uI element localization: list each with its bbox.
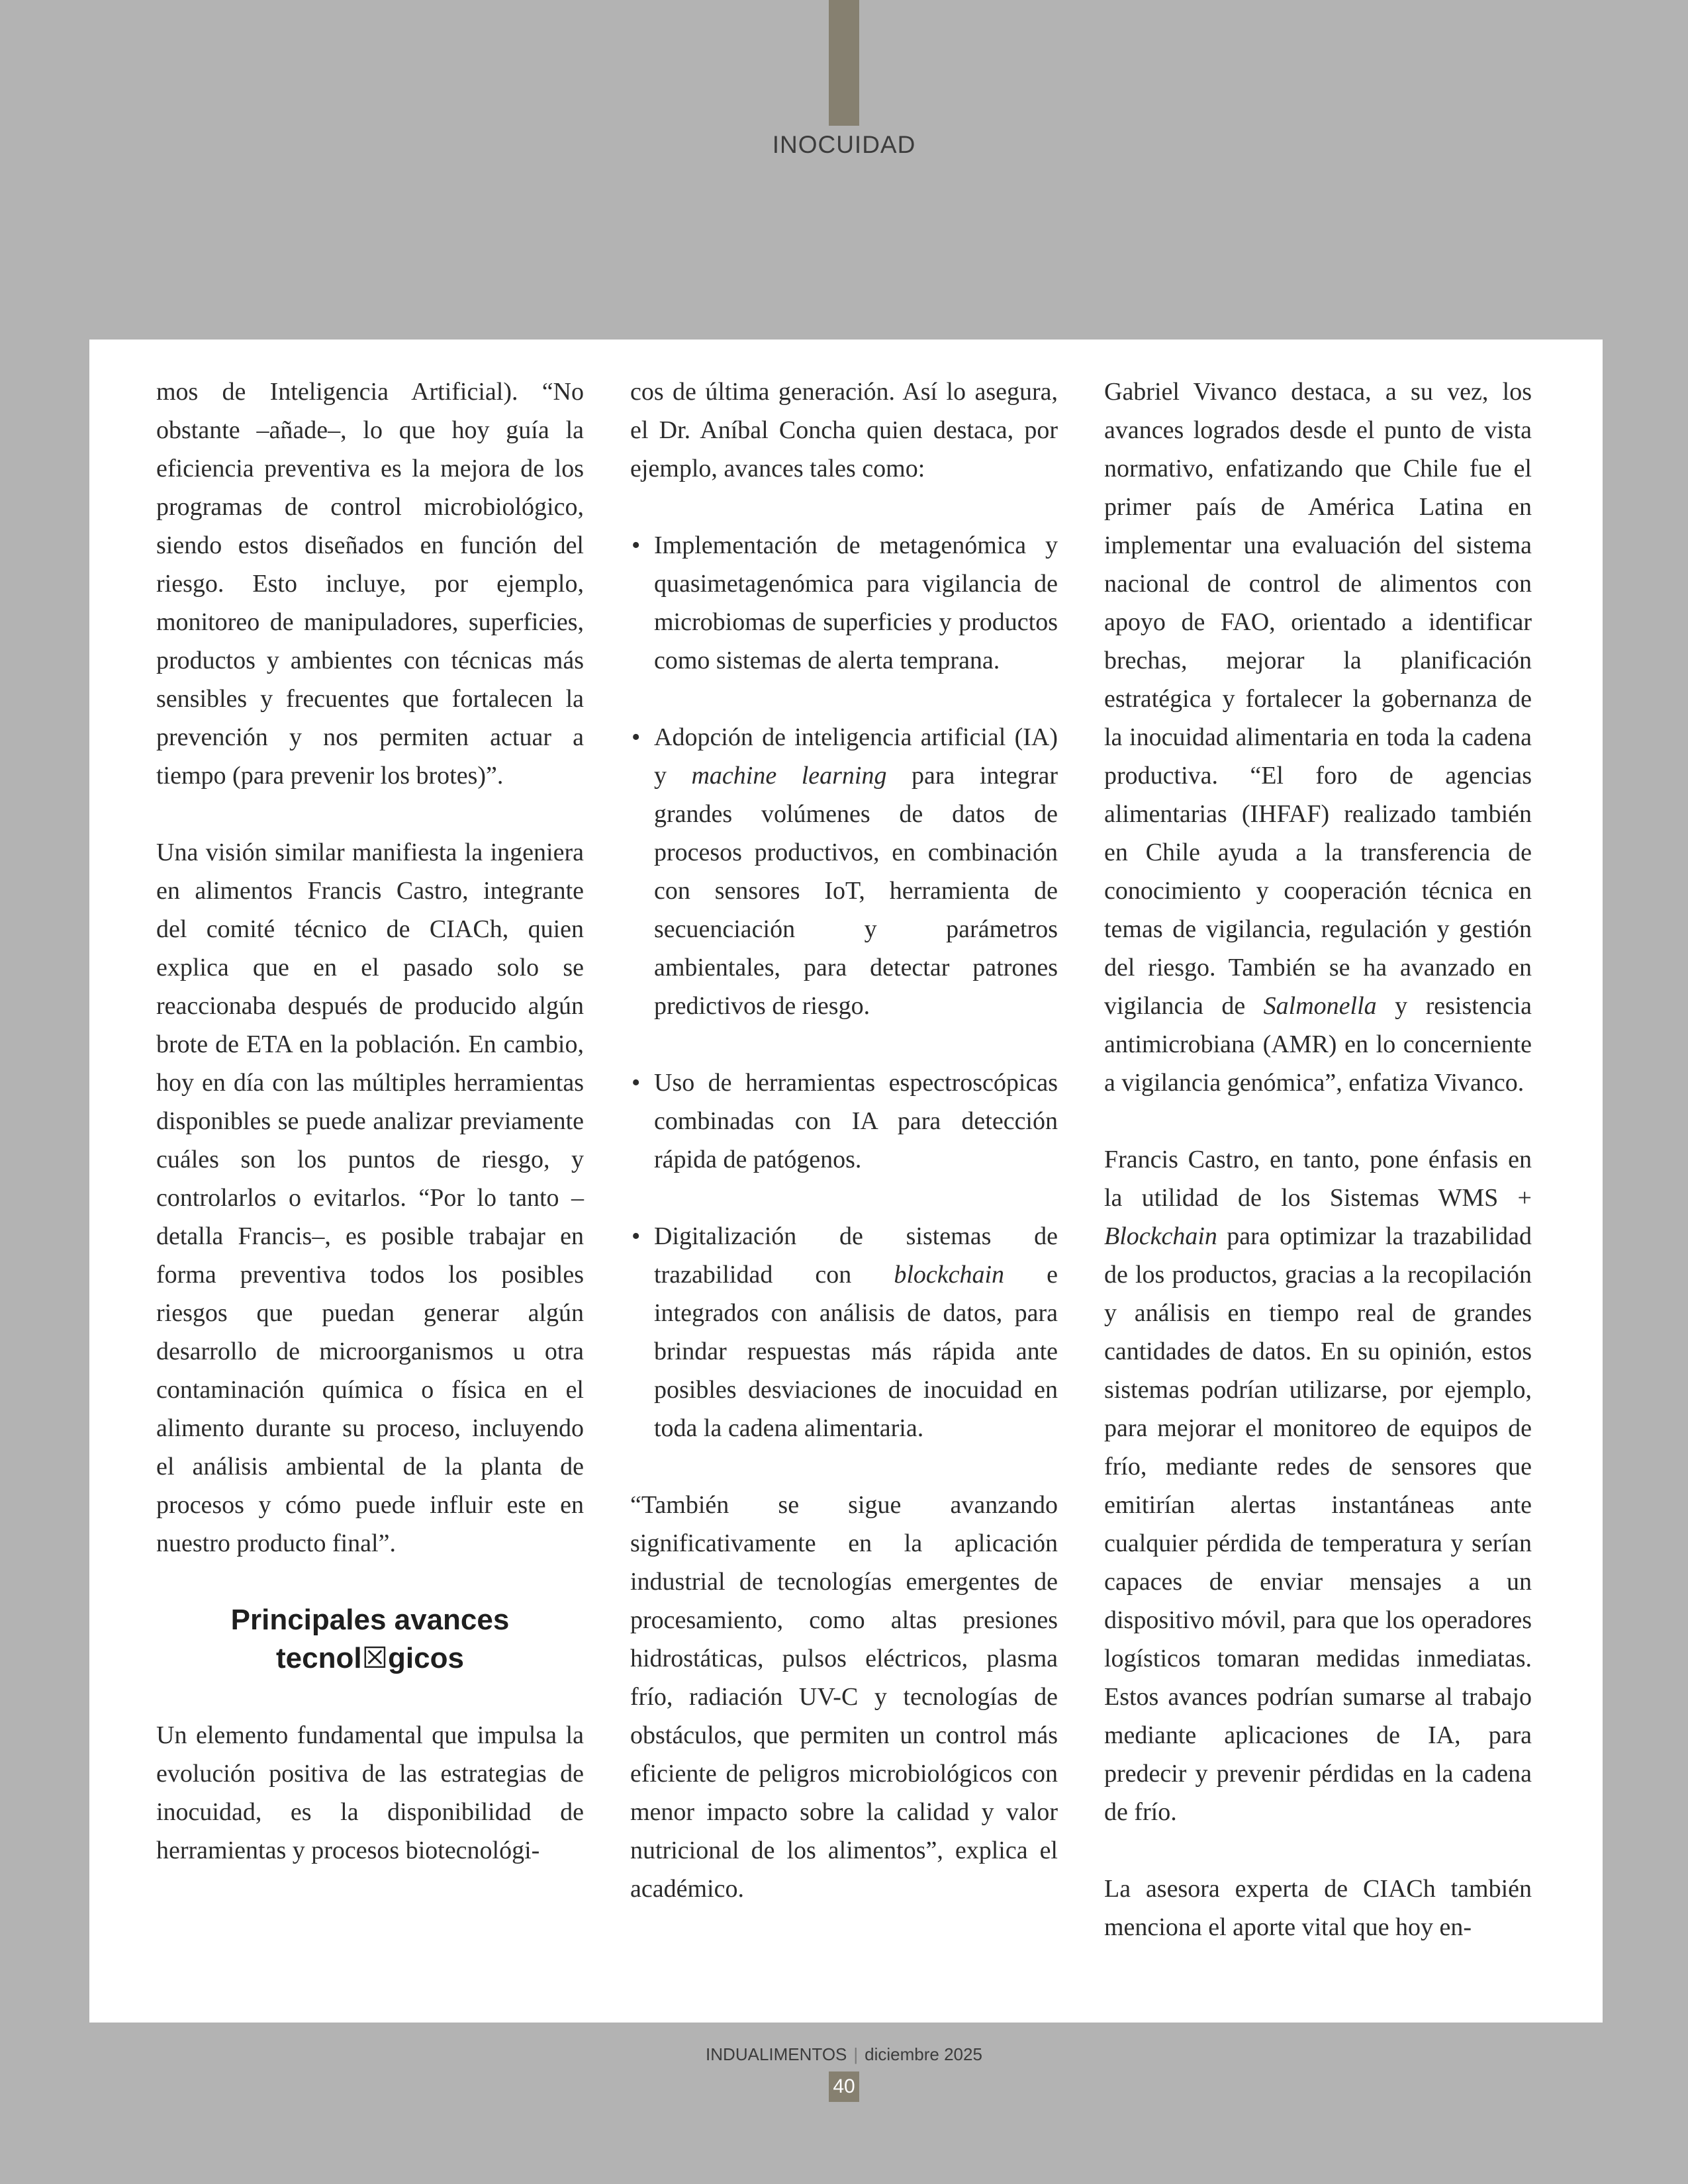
header-accent-bar [829, 0, 859, 126]
paragraph: mos de Inteligencia Artificial). “No obstante –añade–, lo que hoy guía la eficiencia preventiva es la mejora de los programas de control microbiológico, siendo estos diseñados en función del riesgo. Esto incluye, por ejemplo, monitoreo de manipuladores, superficies, productos y ambientes con técnicas más sensibles y frecuentes que fortalecen la prevención y nos permiten actuar a tiempo (para prevenir los brotes)”. [156, 378, 584, 790]
advances-list [630, 526, 1058, 1447]
subheading-line-2: tecnol☒gicos [276, 1642, 464, 1674]
footer-separator: | [853, 2044, 859, 2064]
subheading-line-1: Principales avances [230, 1604, 510, 1636]
paragraph: Francis Castro, en tanto, pone énfasis en la utilidad de los Sistemas WMS + Blockchain para optimizar la trazabilidad de los productos, gracias a la recopilación y análisis en tiempo real de grandes cantidades de datos. En su opinión, estos sistemas podrían utilizarse, por ejemplo, para mejorar el monitoreo de equipos de frío, mediante redes de sensores que emitirían alertas instantáneas ante cualquier pérdida de temperatura y serían capaces de enviar mensajes a un dispositivo móvil, para que los operadores logísticos tomaran medidas inmediatas. Estos avances podrían sumarse al trabajo mediante aplicaciones de IA, para predecir y prevenir pérdidas en la cadena de frío. [1104, 1146, 1532, 1826]
article-column-2 [630, 373, 1058, 1908]
paragraph: Un elemento fundamental que impulsa la evolución positiva de las estrategias de inocuidad, es la disponibilidad de herramientas y procesos biotecnológi- [156, 1721, 584, 1864]
paragraph: Gabriel Vivanco destaca, a su vez, los avances logrados desde el punto de vista normativo, enfatizando que Chile fue el primer país de América Latina en implementar una evaluación del sistema nacional de control de alimentos con apoyo de FAO, orientado a identificar brechas, mejorar la planificación estratégica y fortalecer la gobernanza de la inocuidad alimentaria en toda la cadena productiva. “El foro de agencias alimentarias (IHFAF) realizado también en Chile ayuda a la transferencia de conocimiento y cooperación técnica en temas de vigilancia, regulación y gestión del riesgo. También se ha avanzado en vigilancia de Salmonella y resistencia antimicrobiana (AMR) en lo concerniente a vigilancia genómica”, enfatiza Vivanco. [1104, 378, 1532, 1097]
paragraph: “También se sigue avanzando significativamente en la aplicación industrial de tecnologías emergentes de procesamiento, como altas presiones hidrostáticas, pulsos eléctricos, plasma frío, radiación UV-C y tecnologías de obstáculos, que permiten un control más eficiente de peligros microbiológicos con menor impacto sobre la calidad y valor nutricional de los alimentos”, explica el académico. [630, 1491, 1058, 1903]
list-item: • Implementación de metagenómica y quasimetagenómica para vigilancia de microbiomas de superficies y productos como sistemas de alerta temprana. [630, 526, 1058, 680]
section-subheading [156, 1601, 584, 1678]
paragraph: Una visión similar manifiesta la ingeniera en alimentos Francis Castro, integrante del comité técnico de CIACh, quien explica que en el pasado solo se reaccionaba después de producido algún brote de ETA en la población. En cambio, hoy en día con las múltiples herramientas disponibles se puede analizar previamente cuáles son los puntos de riesgo, y controlarlos o evitarlos. “Por lo tanto –detalla Francis–, es posible trabajar en forma preventiva todos los posibles riesgos que puedan generar algún desarrollo de microorganismos u otra contaminación química o física en el alimento durante su proceso, incluyendo el análisis ambiental de la planta de procesos y cómo puede influir este en nuestro producto final”. [156, 839, 584, 1557]
publication-name: INDUALIMENTOS [706, 2044, 847, 2064]
article-column-3 [1104, 373, 1532, 1946]
list-item: • Digitalización de sistemas de trazabilidad con blockchain e integrados con análisis de datos, para brindar respuestas más rápida ante posibles desviaciones de inocuidad en toda la cadena alimentaria. [630, 1217, 1058, 1447]
article-column-1 [156, 373, 584, 1870]
section-label: INOCUIDAD [772, 131, 916, 158]
issue-date: diciembre 2025 [865, 2044, 982, 2064]
list-item: • Uso de herramientas espectroscópicas combinadas con IA para detección rápida de patógenos. [630, 1064, 1058, 1179]
paragraph: La asesora experta de CIACh también menciona el aporte vital que hoy en- [1104, 1875, 1532, 1941]
paragraph: cos de última generación. Así lo asegura, el Dr. Aníbal Concha quien destaca, por ejemplo, avances tales como: [630, 378, 1058, 482]
page-number: 40 [829, 2071, 859, 2102]
list-item: • Adopción de inteligencia artificial (IA) y machine learning para integrar grandes volúmenes de datos de procesos productivos, en combinación con sensores IoT, herramienta de secuenciación y parámetros ambientales, para detectar patrones predictivos de riesgo. [630, 718, 1058, 1025]
page-footer [0, 2044, 1688, 2065]
